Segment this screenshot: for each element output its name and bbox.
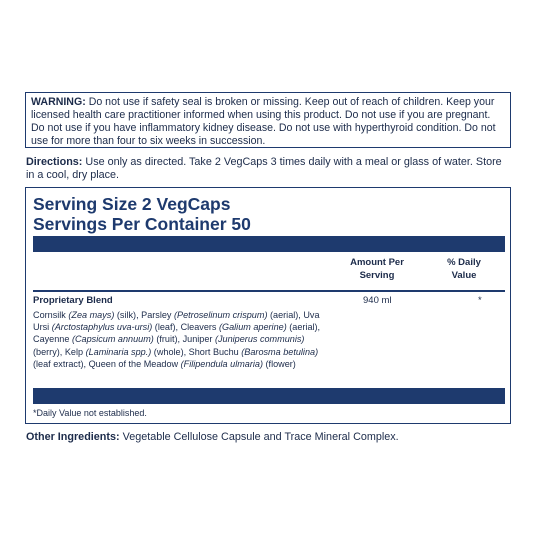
botanical-name: (Barosma betulina): [241, 346, 319, 357]
divider-bar-top: [33, 236, 505, 252]
directions: [26, 156, 512, 182]
ingredient-text: (silk), Parsley: [114, 310, 174, 320]
botanical-name: (Juniperus communis): [214, 334, 305, 345]
botanical-name: (Zea mays): [68, 310, 115, 320]
ingredient-text: (leaf), Cleavers: [152, 322, 219, 333]
directions-text: Use only as directed. Take 2 VegCaps 3 times daily with a meal or glass of water. Store in a cool, dry place.: [26, 156, 502, 181]
footnote: *Daily Value not established.: [33, 408, 147, 418]
botanical-name: (Petroselinum crispum): [173, 310, 268, 320]
botanical-name: (Arctostaphylus uva-ursi): [51, 322, 153, 333]
divider-bar-mid: [33, 290, 505, 292]
blend-ingredients: [33, 309, 333, 370]
dv-header-line2: Value: [451, 270, 477, 281]
warning-label: WARNING:: [31, 96, 86, 108]
botanical-name: (Laminaria spp.): [85, 346, 152, 357]
warning-text: Do not use if safety seal is broken or missing. Keep out of reach of children. Keep your licensed health care practitioner informed when using this product. Do not use if you are pregnant. Do not use if you have inflammatory kidney disease. Do not use with hyperthyroid condition. Do not use for more than four to six weeks in succession.: [31, 96, 496, 147]
botanical-name: (Filipendula ulmaria): [180, 358, 263, 369]
ingredient-text: (aerial), Uva Ursi: [33, 310, 320, 333]
ingredient-text: Cornsilk: [33, 310, 69, 320]
ingredient-text: (berry), Kelp: [33, 346, 86, 357]
blend-daily-value: *: [478, 295, 482, 306]
blend-amount: 940 ml: [363, 295, 392, 306]
other-ingredients-label: Other Ingredients:: [26, 431, 120, 443]
ingredient-text: (leaf extract), Queen of the Meadow: [33, 358, 181, 369]
warning-box: [25, 92, 511, 148]
serving-size: Serving Size 2 VegCaps: [33, 194, 231, 214]
ingredient-text: (whole), Short Buchu: [151, 346, 242, 357]
blend-name: Proprietary Blend: [33, 295, 113, 306]
botanical-name: (Capsicum annuum): [71, 334, 154, 345]
servings-per-container: Servings Per Container 50: [33, 214, 251, 234]
daily-value-header: [434, 256, 494, 282]
directions-label: Directions:: [26, 156, 83, 168]
dv-header-line1: % Daily: [447, 257, 481, 268]
amount-header-line2: Serving: [359, 270, 395, 281]
amount-header-line1: Amount Per: [350, 257, 404, 268]
supplement-facts-panel: [25, 187, 511, 424]
ingredient-text: (fruit), Juniper: [153, 334, 215, 345]
amount-per-serving-header: [342, 256, 412, 282]
other-ingredients-text: Vegetable Cellulose Capsule and Trace Mineral Complex.: [122, 431, 399, 443]
divider-bar-bottom: [33, 388, 505, 404]
other-ingredients: [26, 431, 512, 444]
botanical-name: (Galium aperine): [219, 322, 287, 333]
ingredient-text: (aerial), Cayenne: [33, 322, 321, 345]
ingredient-text: (flower): [263, 358, 296, 369]
